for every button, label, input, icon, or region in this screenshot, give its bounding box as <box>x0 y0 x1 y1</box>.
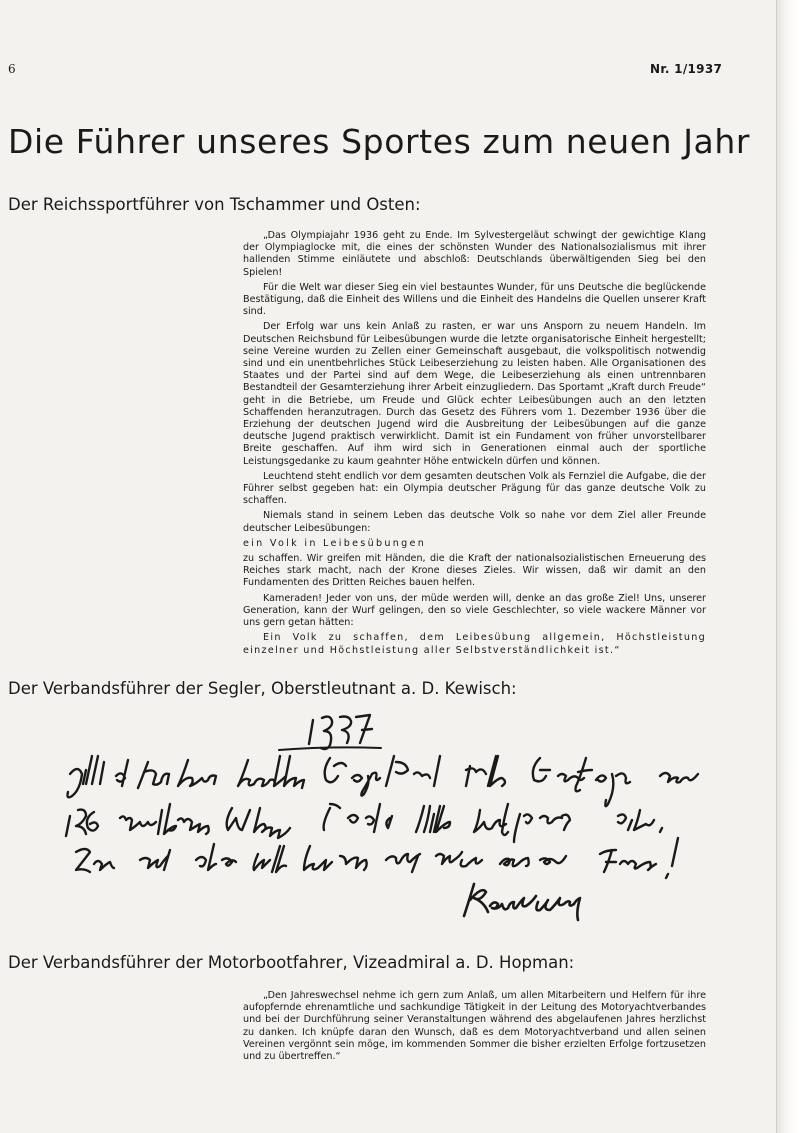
reichssportfuehrer-quote <box>243 230 706 660</box>
handwritten-line-3-glyphs <box>76 838 678 878</box>
quote-paragraph: „Das Olympiajahr 1936 geht zu Ende. Im Sylvestergeläut schwingt der gewichtige Klang der Olympiaglocke mit, die eines der schönsten Wunder des Nationalsozialismus mit ihrer hallenden Stimme einläutete und abschloß: Deutschlands überwältigenden Sieg bei den Spielen! <box>243 230 706 278</box>
section-heading-segler: Der Verbandsführer der Segler, Oberstleutnant a. D. Kewisch: <box>8 679 517 698</box>
motorbootfahrer-quote <box>243 990 706 1063</box>
quote-closing: Ein Volk zu schaffen, dem Leibesübung allgemein, Höchstleistung einzelner und Höchstleistung aller Selbstverständlichkeit ist.“ <box>243 632 706 656</box>
quote-paragraph: „Den Jahreswechsel nehme ich gern zum Anlaß, um allen Mitarbeitern und Helfern für ihre aufopfernde ehrenamtliche und sachkundige Tätigkeit in der Leitung des Motoryachtverbandes und bei der Durchführung seiner Veranstaltungen während des abgelaufenen Jahres herzlichst zu danken. Ich knüpfe daran den Wunsch, daß es dem Motoryachtverband und allen seinen Vereinen vergönnt sein möge, im kommenden Sommer die bisher erzielten Erfolge fortzusetzen und zu übertreffen.“ <box>243 990 706 1063</box>
signature-glyphs <box>464 884 580 920</box>
quote-paragraph: Der Erfolg war uns kein Anlaß zu rasten, er war uns Ansporn zu neuem Handeln. Im Deutschen Reichsbund für Leibesübungen wurde die letzte organisatorische Einheit hergestellt; seine Vereine wurden zu Zellen einer Gemeinschaft ausgebaut, die volkspolitisch notwendig sind und ein unentbehrliches Stück Leibeserziehung zu leisten haben. Alle Organisationen des Staates und der Partei sind auf dem Wege, die Leibeserziehung als einen untrennbaren Bestandteil der Gesamterziehung ihrer Arbeit einzugliedern. Das Sportamt „Kraft durch Freude“ geht in die Betriebe, um Freude und Glück echter Leibesübungen auch an den letzten Schaffenden heranzutragen. Durch das Gesetz des Führers vom 1. Dezember 1936 über die Erziehung der deutschen Jugend wird die Ausbreitung der Leibesübungen auf die ganze deutsche Jugend praktisch verwirklicht. Damit ist ein Fundament von früher unvorstellbarer Breite geschaffen. Auf ihm wird sich in Generationen einmal auch der sportliche Leistungsgedanke zu kaum geahnter Höhe entwickeln dürfen und können. <box>243 321 706 467</box>
handwriting-drawing <box>0 700 799 940</box>
handwritten-line-2-glyphs <box>66 804 662 842</box>
quote-motto: ein Volk in Leibesübungen <box>243 537 427 549</box>
quote-paragraph: Niemals stand in seinem Leben das deutsche Volk so nahe vor dem Ziel aller Freunde deutscher Leibesübungen: <box>243 510 706 534</box>
quote-paragraph: zu schaffen. Wir greifen mit Händen, die die Kraft der nationalsozialistischen Erneuerung des Reiches stark macht, nach der Krone dieses Zieles. Wir wissen, daß wir damit an den Fundamenten des Dritten Reiches bauen helfen. <box>243 553 706 589</box>
quote-paragraph: Für die Welt war dieser Sieg ein viel bestauntes Wunder, für uns Deutsche die beglückende Bestätigung, daß die Einheit des Willens und die Einheit des Handelns die Quellen unserer Kraft sind. <box>243 281 706 318</box>
page-number: 6 <box>8 62 16 76</box>
issue-number: Nr. 1/1937 <box>650 62 723 76</box>
handwritten-note <box>0 700 799 940</box>
quote-paragraph: Kameraden! Jeder von uns, der müde werden will, denke an das große Ziel! Uns, unserer Generation, kann der Wurf gelingen, den so viele Geschlechter, so viele wackere Männer vor uns gern getan hätten: <box>243 592 706 629</box>
handwritten-year-glyphs <box>279 715 381 750</box>
page-title: Die Führer unseres Sportes zum neuen Jahr <box>8 122 751 161</box>
page-edge <box>776 0 799 1133</box>
section-heading-reichssportfuehrer: Der Reichssportführer von Tschammer und Osten: <box>8 195 421 214</box>
section-heading-motorbootfahrer: Der Verbandsführer der Motorbootfahrer, Vizeadmiral a. D. Hopman: <box>8 953 575 972</box>
handwritten-line-1-glyphs <box>68 756 699 806</box>
quote-paragraph: Leuchtend steht endlich vor dem gesamten deutschen Volk als Fernziel die Aufgabe, die der Führer selbst gegeben hat: ein Olympia deutscher Prägung für das ganze deutsche Volk zu schaffen. <box>243 470 706 507</box>
